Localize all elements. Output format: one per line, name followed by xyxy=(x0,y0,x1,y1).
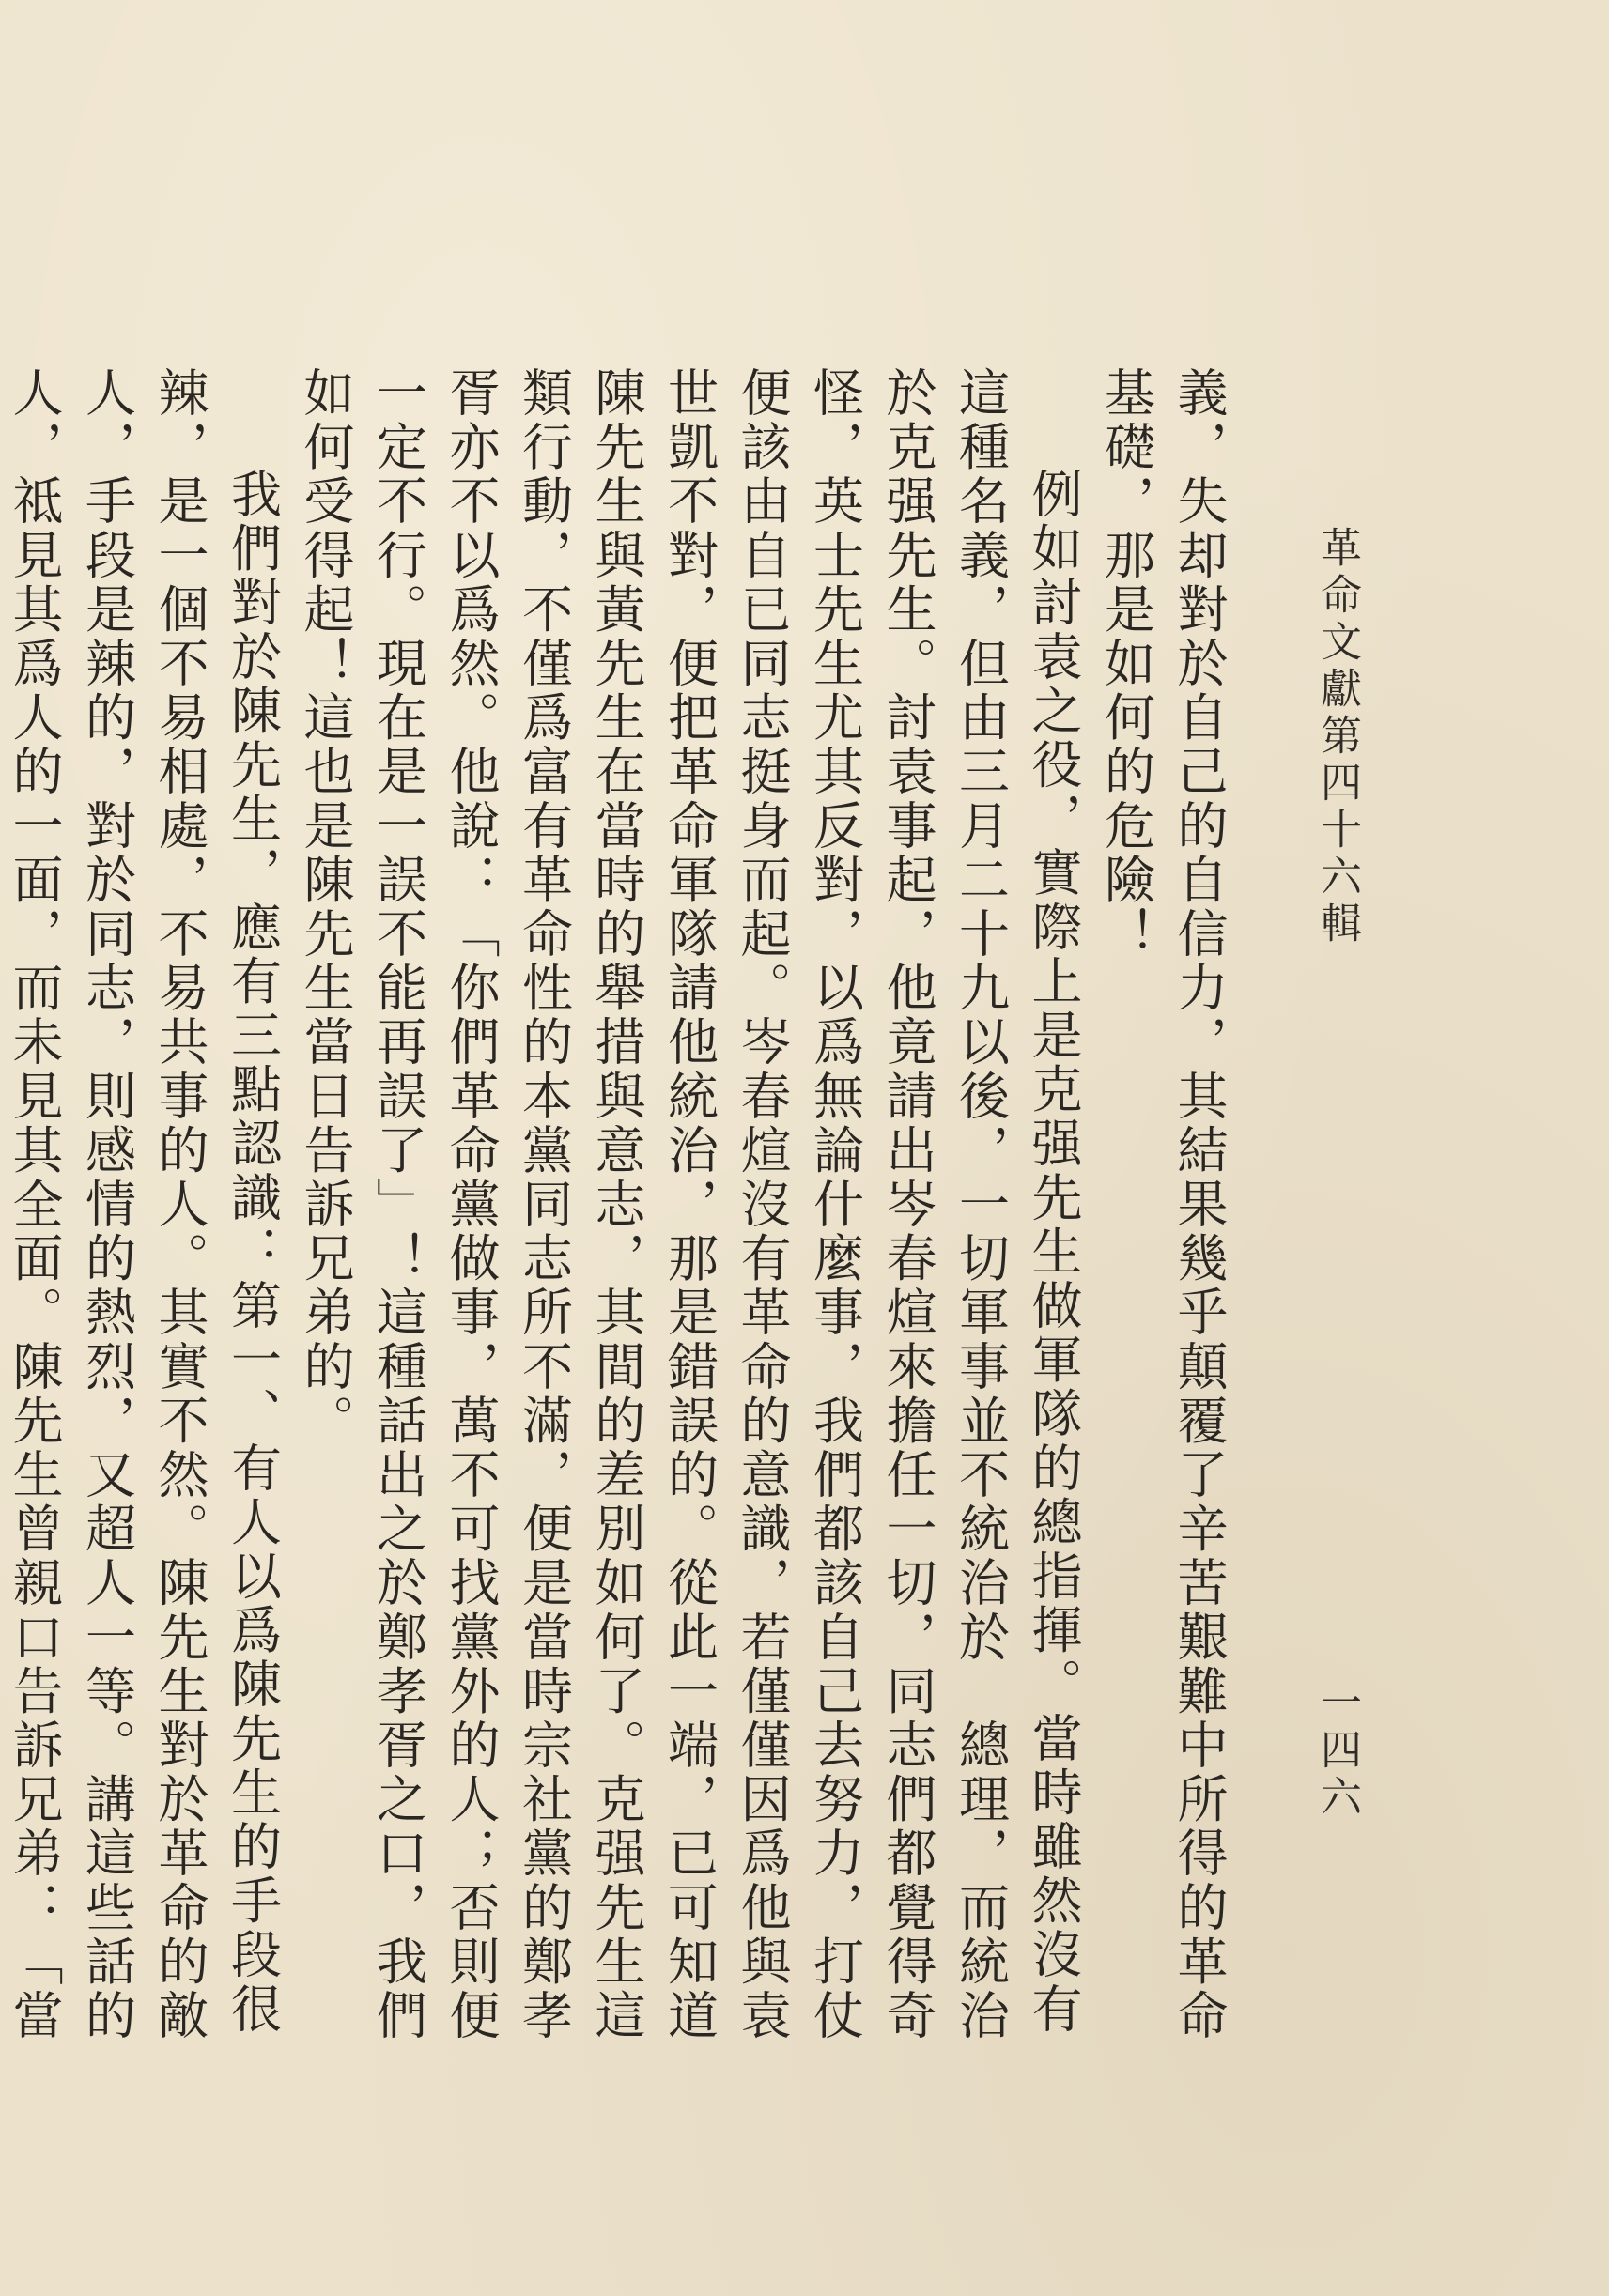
paragraph-three-points: 我們對於陳先生，應有三點認識：第一、有人以爲陳先生的手段很辣，是一個不易相處，不易共事的人。其實不然。陳先生對於革命的敵人，手段是辣的，對於同志，則感情的熱烈，又超人一等。講這些話的人，祗見其爲人的一面，而未見其全面。陳先生曾親口告訴兄弟：「當 xyxy=(5,366,283,2043)
paragraph-anti-yuan-campaign: 例如討袁之役，實際上是克强先生做軍隊的總指揮。當時雖然沒有這種名義，但由三月二十九以後，一切軍事並不統治於 總理，而統治於克强先生。討袁事起，他竟請出岑春煊來擔任一切，同志們都覺得奇怪，英士先生尤其反對，以爲無論什麼事，我們都該自己去努力，打仗便該由自已同志挺身而起。岑春煊沒有革命的意識，若僅僅因爲他與袁世凱不對，便把革命軍隊請他統治，那是錯誤的。從此一端，已可知道陳先生與黃先生在當時的舉措與意志，其間的差別如何了。克强先生這類行動，不僅爲富有革命性的本黨同志所不滿，便是當時宗社黨的鄭孝胥亦不以爲然。他說：「你們革命黨做事，萬不可找黨外的人；否則便一定不行。現在是一誤不能再誤了」！這種話出之於鄭孝胥之口，我們如何受得起！這也是陳先生當日告訴兄弟的。 xyxy=(296,366,1083,2043)
page-number: 一四六 xyxy=(1313,1681,1361,1822)
body-text xyxy=(5,366,1235,2066)
running-header-title: 革命文獻第四十六輯 xyxy=(1313,526,1361,948)
paragraph-continuation: 義，失却對於自己的自信力，其結果幾乎顛覆了辛苦艱難中所得的革命基礎，那是如何的危險！ xyxy=(1096,366,1229,2043)
